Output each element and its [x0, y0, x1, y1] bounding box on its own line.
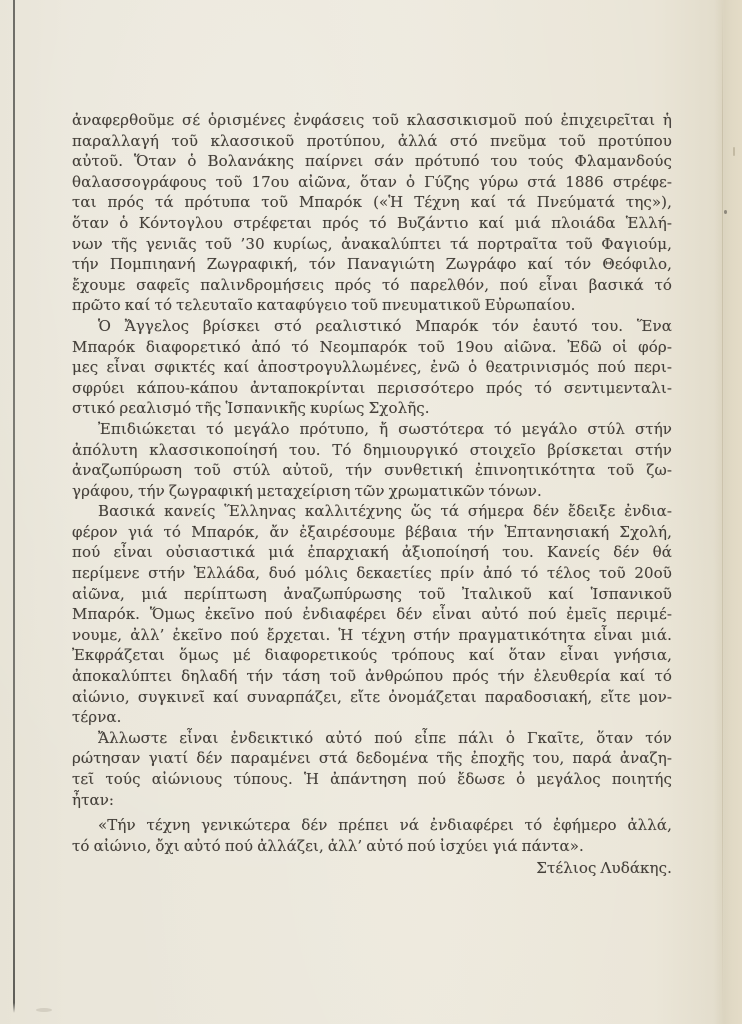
scan-speck	[733, 147, 735, 156]
author-signature: Στέλιος Λυδάκης.	[536, 859, 672, 878]
text-line: νουμε, ἀλλ’ ἐκεῖνο πού ἔρχεται. Ἡ τέχνη στήν πραγματικότητα εἶναι μιά.	[72, 625, 672, 644]
text-line: μες εἶναι σφικτές καί ἀποστρογυλλωμένες, ἐνῶ ὁ θεατρινισμός πού περι-	[72, 358, 672, 377]
text-line: ἀπόλυτη κλασσικοποίησή του. Τό δημιουργικό στοιχεῖο βρίσκεται στήν	[72, 440, 672, 459]
paragraph-continuation	[72, 110, 672, 316]
text-line: Ἐπιδιώκεται τό μεγάλο πρότυπο, ἤ σωστότερα τό μεγάλο στύλ στήν	[98, 419, 672, 438]
text-line: παραλλαγή τοῦ κλασσικοῦ προτύπου, ἀλλά στό πνεῦμα τοῦ προτύπου	[72, 131, 672, 150]
text-line: Βασικά κανείς Ἕλληνας καλλιτέχνης ὥς τά σήμερα δέν ἔδειξε ἐνδια-	[98, 502, 672, 521]
text-line: ἀναζωπύρωση τοῦ στύλ αὐτοῦ, τήν συνθετική ἐπινοητικότητα τοῦ ζω-	[72, 461, 672, 480]
text-line: «Τήν τέχνη γενικώτερα δέν πρέπει νά ἐνδιαφέρει τό ἐφήμερο ἀλλά,	[98, 816, 672, 835]
text-line: Ὁ Ἄγγελος βρίσκει στό ρεαλιστικό Μπαρόκ τόν ἑαυτό του. Ἕνα	[98, 316, 672, 335]
page-edge-line	[722, 0, 723, 1024]
paragraph-signature	[72, 858, 672, 879]
text-line: ρώτησαν γιατί δέν παραμένει στά δεδομένα τῆς ἐποχῆς του, παρά ἀναζη-	[72, 749, 672, 768]
text-line: στικό ρεαλισμό τῆς Ἱσπανικῆς κυρίως Σχολῆς.	[72, 399, 430, 418]
text-line: τό αἰώνιο, ὄχι αὐτό πού ἀλλάζει, ἀλλ’ αὐτό πού ἰσχύει γιά πάντα».	[72, 836, 584, 855]
paragraph-goethe-quote	[72, 815, 672, 856]
paragraph-goethe	[72, 728, 672, 810]
text-line: τέρνα.	[72, 708, 122, 727]
text-line: Ἐκφράζεται ὅμως μέ διαφορετικούς τρόπους καί ὅταν εἶναι γνήσια,	[72, 646, 672, 665]
text-line: ἦταν:	[72, 790, 115, 809]
text-line: αὐτοῦ. Ὅταν ὁ Βολανάκης παίρνει σάν πρότυπό του τούς Φλαμανδούς	[72, 152, 672, 171]
text-line: αἰῶνα, μιά περίπτωση ἀναζωπύρωσης τοῦ Ἰταλικοῦ καί Ἱσπανικοῦ	[72, 584, 672, 603]
page-gutter-line	[13, 0, 15, 1013]
text-line: ἀναφερθοῦμε σέ ὁρισμένες ἐνφάσεις τοῦ κλασσικισμοῦ πού ἐπιχειρεῖται ἡ	[72, 111, 672, 129]
text-line: πού εἶναι οὐσιαστικά μιά ἐπαρχιακή ἀξιοποίησή του. Κανείς δέν θά	[72, 543, 672, 562]
paragraph-greek-artists	[72, 501, 672, 728]
paragraph-great-style	[72, 419, 672, 501]
text-line: αἰώνιο, συγκινεῖ καί συναρπάζει, εἴτε ὀνομάζεται παραδοσιακή, εἴτε μον-	[72, 687, 672, 706]
text-line: τήν Πομπιηανή Ζωγραφική, τόν Παναγιώτη Ζωγράφο καί τόν Θεόφιλο,	[72, 255, 672, 274]
scan-speck	[36, 1008, 52, 1012]
text-line: ὅταν ὁ Κόντογλου στρέφεται πρός τό Βυζάντιο καί μιά πλοιάδα Ἑλλή-	[72, 213, 672, 232]
text-line: Ἄλλωστε εἶναι ἐνδεικτικό αὐτό πού εἶπε πάλι ὁ Γκαῖτε, ὅταν τόν	[98, 728, 672, 747]
text-line: ἔχουμε σαφεῖς παλινδρομήσεις πρός τό παρελθόν, πού εἶναι βασικά τό	[72, 275, 672, 294]
text-line: Μπαρόκ. Ὅμως ἐκεῖνο πού ἐνδιαφέρει δέν εἶναι αὐτό πού ἐμεῖς περιμέ-	[72, 605, 672, 624]
scan-speck	[724, 210, 727, 214]
text-line: ται πρός τά πρότυπα τοῦ Μπαρόκ («Ἡ Τέχνη καί τά Πνεύματά της»),	[72, 193, 672, 212]
text-block	[72, 110, 672, 879]
text-line: νων τῆς γενιᾶς τοῦ ’30 κυρίως, ἀνακαλύπτει τά πορτραῖτα τοῦ Φαγιούμ,	[72, 234, 672, 253]
text-line: τεῖ τούς αἰώνιους τύπους. Ἡ ἀπάντηση πού ἔδωσε ὁ μεγάλος ποιητής	[72, 770, 672, 788]
text-line: πρῶτο καί τό τελευταῖο καταφύγειο τοῦ πνευματικοῦ Εὐρωπαίου.	[72, 296, 576, 315]
paragraph-angelos-baroque	[72, 316, 672, 419]
text-line: θαλασσογράφους τοῦ 17ου αἰῶνα, ὅταν ὁ Γύζης γύρω στά 1886 στρέφε-	[72, 172, 672, 191]
text-line: φέρον γιά τό Μπαρόκ, ἄν ἐξαιρέσουμε βέβαια τήν Ἑπτανησιακή Σχολή,	[72, 522, 672, 541]
text-line: σφρύει κάπου-κάπου ἀνταποκρίνται περισσότερο πρός τό σεντιμενταλι-	[72, 378, 672, 397]
text-line: ἀποκαλύπτει δηλαδή τήν τάση τοῦ ἀνθρώπου πρός τήν ἐλευθερία καί τό	[72, 667, 672, 686]
text-line: περίμενε στήν Ἑλλάδα, δυό μόλις δεκαετίες πρίν ἀπό τό τέλος τοῦ 20οῦ	[72, 564, 672, 583]
text-line: γράφου, τήν ζωγραφική μεταχείριση τῶν χρωματικῶν τόνων.	[72, 481, 542, 500]
page-edge-shadow	[714, 0, 742, 1024]
text-line: Μπαρόκ διαφορετικό ἀπό τό Νεομπαρόκ τοῦ 19ου αἰῶνα. Ἐδῶ οἱ φόρ-	[72, 337, 672, 356]
